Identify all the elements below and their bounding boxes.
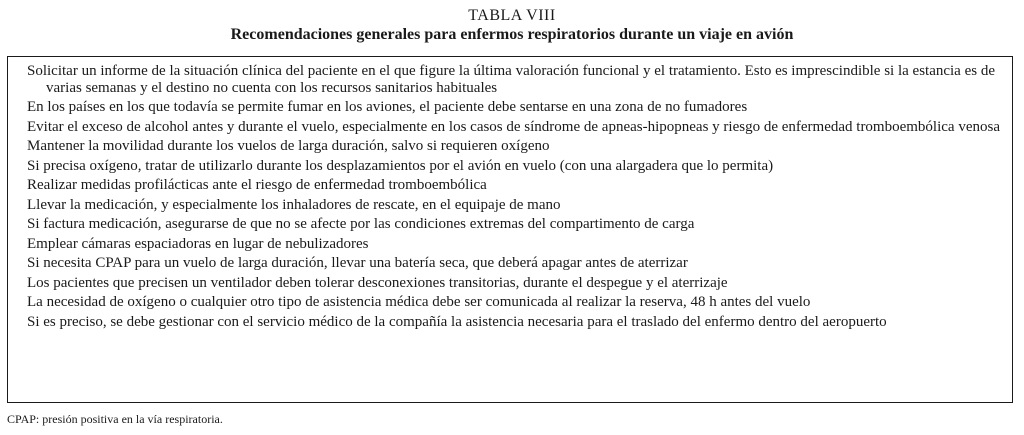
recommendation-item: Llevar la medicación, y especialmente los inhaladores de rescate, en el equipaje de mano	[27, 196, 561, 213]
recommendations-table	[7, 56, 1013, 403]
recommendation-item: Si necesita CPAP para un vuelo de larga duración, llevar una batería seca, que deberá apagar antes de aterrizar	[27, 255, 688, 271]
recommendation-item: Si factura medicación, asegurarse de que no se afecte por las condiciones extremas del compartimento de carga	[27, 216, 695, 232]
recommendation-item: Solicitar un informe de la situación clínica del paciente en el que figure la última valoración funcional y el tratamiento. Esto es imprescindible si la estancia es de varias semanas y el destino no cuenta con los recursos sanitarios habituales	[27, 63, 995, 96]
recommendation-item: Los pacientes que precisen un ventilador deben tolerar desconexiones transitorias, durante el despegue y el aterrizaje	[27, 274, 728, 291]
recommendations-list	[27, 63, 1002, 330]
recommendation-item: La necesidad de oxígeno o cualquier otro tipo de asistencia médica debe ser comunicada al realizar la reserva, 48 h antes del vuelo	[27, 294, 811, 310]
table-number: TABLA VIII	[468, 7, 556, 24]
recommendation-item: Emplear cámaras espaciadoras en lugar de nebulizadores	[27, 235, 369, 252]
table-caption	[0, 6, 1024, 44]
table-title: Recomendaciones generales para enfermos respiratorios durante un viaje en avión	[230, 26, 794, 43]
recommendation-item: Si es preciso, se debe gestionar con el servicio médico de la compañía la asistencia necesaria para el traslado del enfermo dentro del aeropuerto	[27, 313, 887, 330]
recommendation-item: En los países en los que todavía se permite fumar en los aviones, el paciente debe sentarse en una zona de no fumadores	[27, 99, 748, 115]
recommendation-item: Mantener la movilidad durante los vuelos de larga duración, salvo si requieren oxígeno	[27, 138, 550, 154]
recommendation-item: Evitar el exceso de alcohol antes y durante el vuelo, especialmente en los casos de síndrome de apneas-hipopneas y riesgo de enfermedad tromboembólica venosa	[27, 118, 1000, 135]
recommendation-item: Si precisa oxígeno, tratar de utilizarlo durante los desplazamientos por el avión en vuelo (con una alargadera que lo permita)	[27, 157, 774, 174]
recommendation-item: Realizar medidas profilácticas ante el riesgo de enfermedad tromboembólica	[27, 177, 487, 193]
table-footnote: CPAP: presión positiva en la vía respiratoria.	[7, 412, 223, 426]
